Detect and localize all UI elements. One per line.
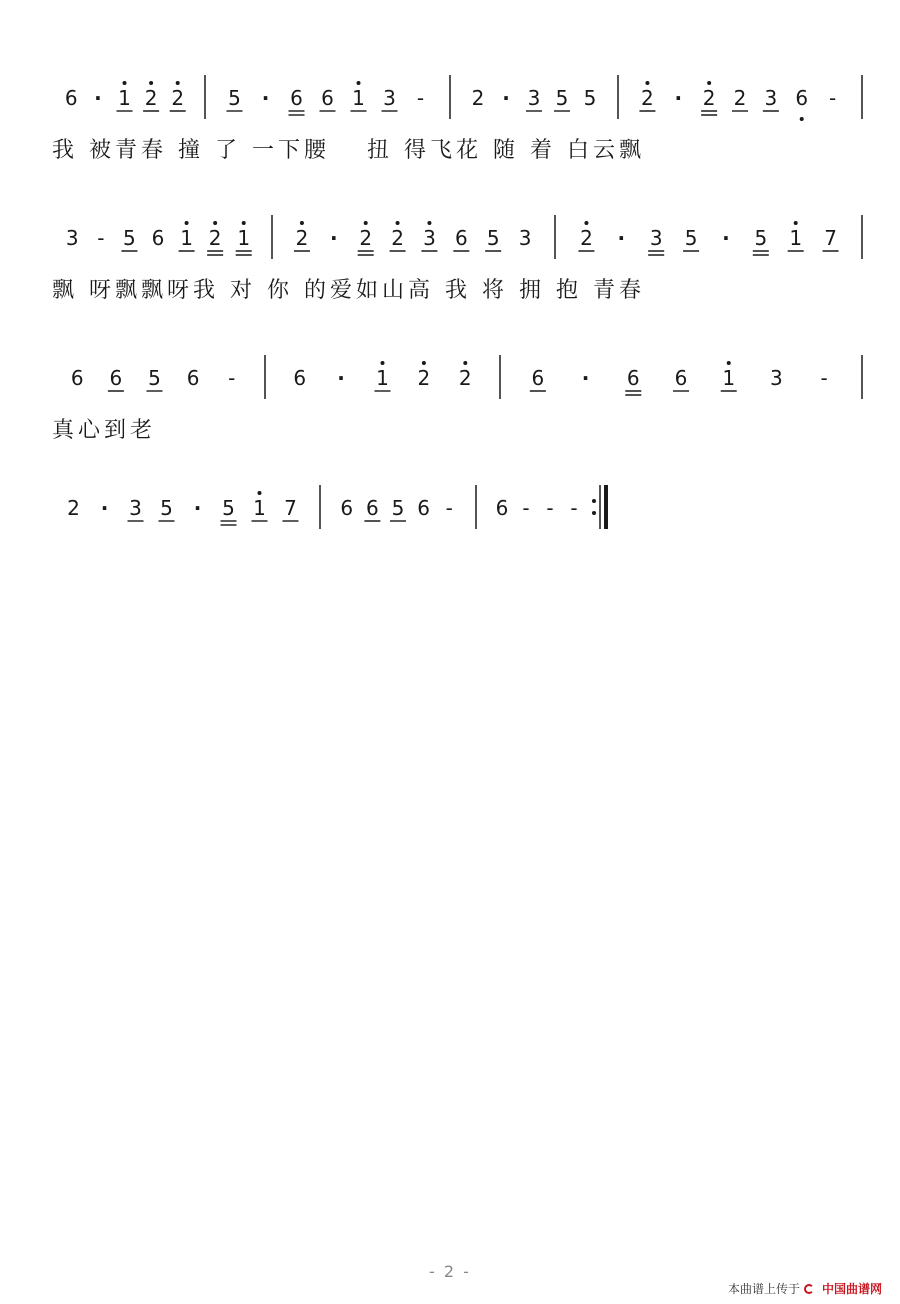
note: 5 xyxy=(222,496,235,520)
note: 6 xyxy=(340,496,354,520)
note: 1 xyxy=(180,226,193,250)
note: 6 xyxy=(417,496,430,520)
octave-dot-high xyxy=(300,221,304,225)
note: 6 xyxy=(495,496,509,520)
note: 6 xyxy=(186,366,200,390)
note: 2 xyxy=(417,366,431,390)
note: 2 xyxy=(208,226,222,250)
dash-note: - xyxy=(546,496,554,520)
note: 5 xyxy=(583,86,597,110)
note: 6 xyxy=(366,496,379,520)
octave-dot-high xyxy=(381,361,385,365)
note: 3 xyxy=(129,496,142,520)
note: 5 xyxy=(148,366,161,390)
note: 2 xyxy=(359,226,373,250)
note: 5 xyxy=(228,86,241,110)
note: 2 xyxy=(67,496,80,520)
dash-note: - xyxy=(97,226,105,250)
note: 6 xyxy=(674,366,688,390)
upload-footer xyxy=(728,1280,882,1297)
note: 2 xyxy=(641,86,654,110)
note: 6 xyxy=(293,366,307,390)
dash-note: - xyxy=(828,86,837,110)
octave-dot-high xyxy=(364,221,368,225)
dash-note: - xyxy=(445,496,453,520)
note: 3 xyxy=(423,226,436,250)
note: 5 xyxy=(754,226,768,250)
octave-dot-high xyxy=(396,221,400,225)
note: 5 xyxy=(123,226,136,250)
octave-dot-high xyxy=(727,361,731,365)
note: 6 xyxy=(321,86,334,110)
octave-dot-high xyxy=(123,81,127,85)
octave-dot-low xyxy=(800,117,804,121)
note: 6 xyxy=(70,366,84,390)
dot-mark: · xyxy=(617,226,626,250)
dot-mark: · xyxy=(337,366,345,390)
note: 2 xyxy=(391,226,404,250)
note: 6 xyxy=(626,366,640,390)
dot-mark: · xyxy=(330,226,338,250)
note: 6 xyxy=(795,86,809,110)
dash-note: - xyxy=(522,496,530,520)
octave-dot-high xyxy=(185,221,189,225)
note: 5 xyxy=(160,496,173,520)
note: 5 xyxy=(555,86,569,110)
octave-dot-high xyxy=(794,221,798,225)
dash-note: - xyxy=(820,366,828,390)
note: 7 xyxy=(824,226,837,250)
octave-dot-high xyxy=(176,81,180,85)
note: 6 xyxy=(290,86,303,110)
note: 5 xyxy=(391,496,405,520)
octave-dot-high xyxy=(422,361,426,365)
note: 3 xyxy=(770,366,783,390)
dot-mark: · xyxy=(722,226,730,250)
dot-mark: · xyxy=(100,496,109,520)
note: 1 xyxy=(352,86,365,110)
octave-dot-high xyxy=(213,221,217,225)
note: 5 xyxy=(684,226,698,250)
note: 3 xyxy=(764,86,778,110)
note: 3 xyxy=(527,86,541,110)
note: 2 xyxy=(144,86,158,110)
note: 2 xyxy=(733,86,747,110)
note: 3 xyxy=(649,226,663,250)
note: 2 xyxy=(702,86,716,110)
dot-mark: · xyxy=(674,86,683,110)
note: 3 xyxy=(65,226,79,250)
octave-dot-high xyxy=(427,221,431,225)
note: 6 xyxy=(454,226,468,250)
lyrics-line: 我 被青春 撞 了 一下腰 扭 得飞花 随 着 白云飘 xyxy=(52,138,645,163)
lyrics-line: 真心到老 xyxy=(52,418,157,443)
octave-dot-high xyxy=(463,361,467,365)
note: 6 xyxy=(531,366,545,390)
note: 5 xyxy=(486,226,500,250)
octave-dot-high xyxy=(645,81,649,85)
note: 7 xyxy=(284,496,297,520)
note: 2 xyxy=(171,86,185,110)
dot-mark: · xyxy=(193,496,202,520)
site-name: 中国曲谱网 xyxy=(821,1282,882,1296)
octave-dot-high xyxy=(258,491,262,495)
note: 1 xyxy=(237,226,251,250)
note: 2 xyxy=(458,366,472,390)
site-logo-icon xyxy=(804,1283,818,1295)
octave-dot-high xyxy=(242,221,246,225)
note: 1 xyxy=(789,226,803,250)
page-number: - 2 - xyxy=(429,1262,471,1281)
note: 1 xyxy=(722,366,736,390)
repeat-dot xyxy=(592,511,596,515)
lyrics-line: 飘 呀飘飘呀我 对 你 的爱如山高 我 将 拥 抱 青春 xyxy=(52,278,645,303)
note: 2 xyxy=(295,226,309,250)
dot-mark: · xyxy=(581,366,590,390)
note: 6 xyxy=(109,366,123,390)
upload-text: 本曲谱上传于 xyxy=(727,1282,800,1296)
note: 3 xyxy=(518,226,532,250)
note: 2 xyxy=(471,86,485,110)
note: 1 xyxy=(118,86,131,110)
dot-mark: · xyxy=(261,86,270,110)
dash-note: - xyxy=(416,86,425,110)
dash-note: - xyxy=(570,496,578,520)
octave-dot-high xyxy=(584,221,588,225)
note: 2 xyxy=(580,226,593,250)
octave-dot-high xyxy=(707,81,711,85)
dash-note: - xyxy=(228,366,236,390)
repeat-dot xyxy=(592,499,596,503)
dot-mark: · xyxy=(502,86,510,110)
note: 6 xyxy=(64,86,78,110)
note: 3 xyxy=(383,86,396,110)
note: 1 xyxy=(376,366,389,390)
octave-dot-high xyxy=(149,81,153,85)
octave-dot-high xyxy=(357,81,361,85)
note: 6 xyxy=(151,226,165,250)
note: 1 xyxy=(253,496,266,520)
dot-mark: · xyxy=(94,86,102,110)
